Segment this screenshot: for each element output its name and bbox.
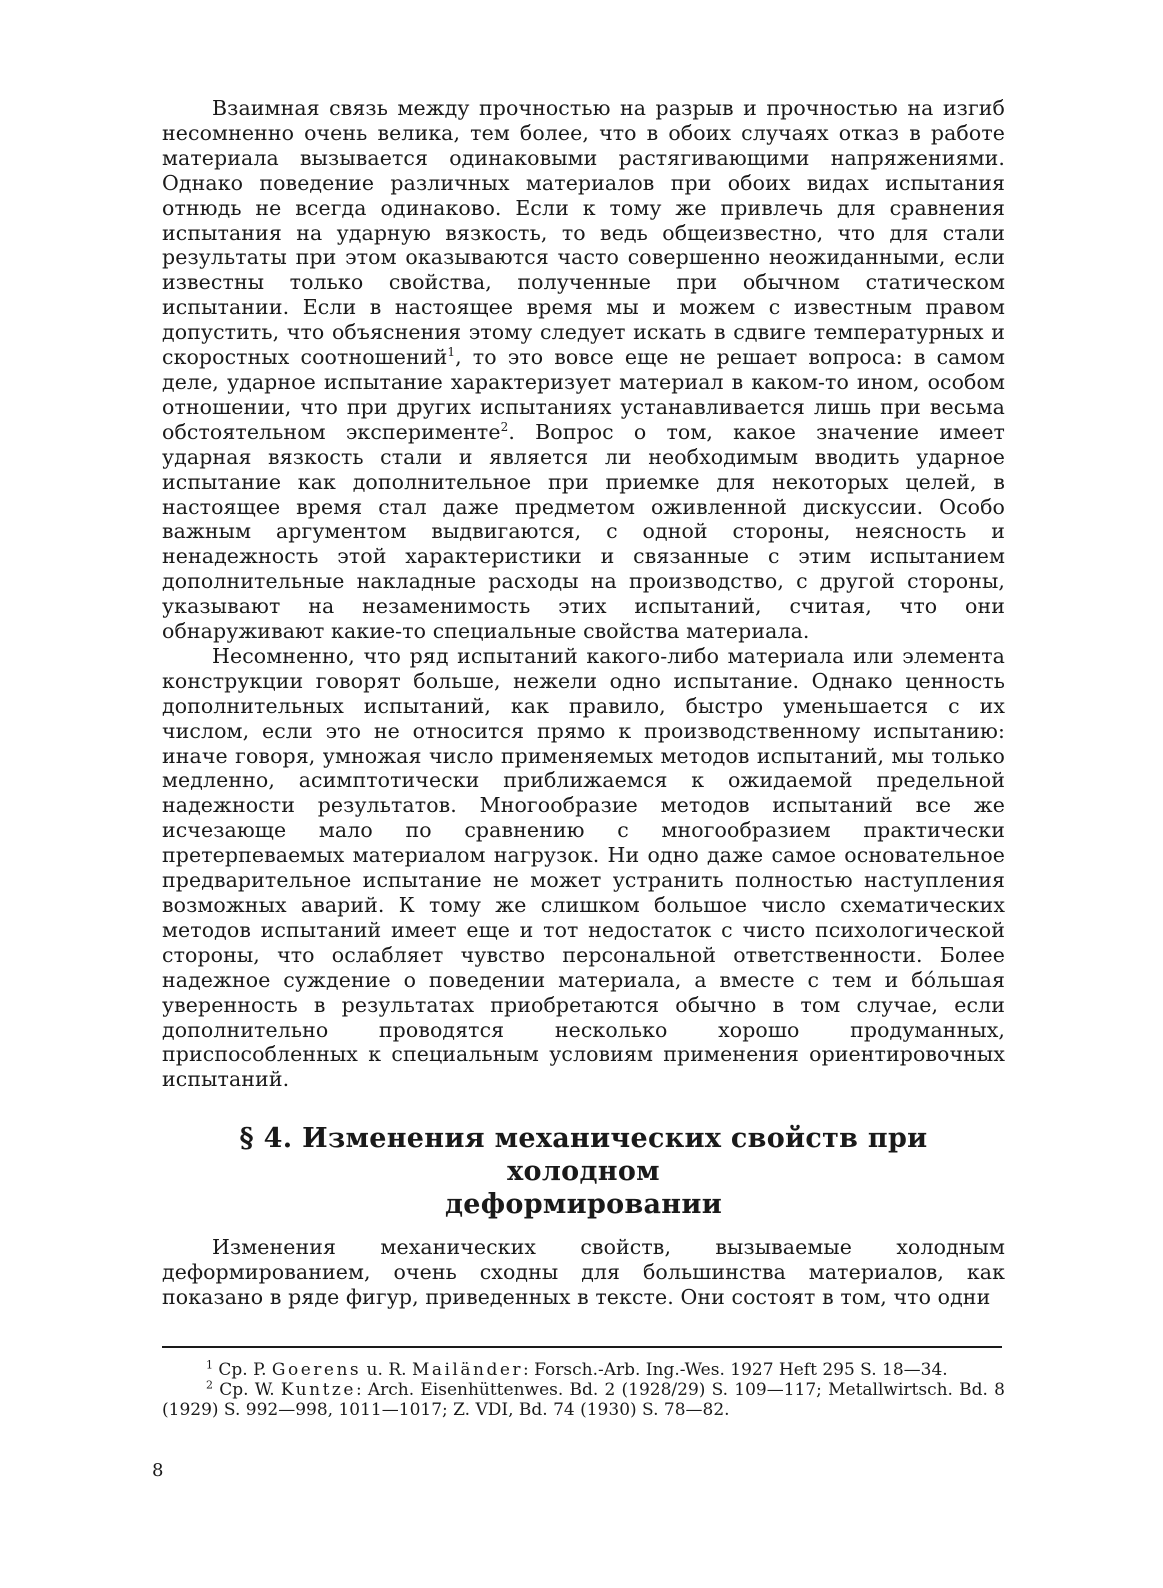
footnote-mark: 2	[206, 1378, 213, 1392]
footnote-text: Ср. W.	[219, 1379, 281, 1400]
footnote-ref-1: 1	[447, 345, 456, 360]
paragraph-cold-deformation: Изменения механических свойств, вызываемые холодным деформированием, очень сходны для большинства материалов, как показано в ряде фигур, приведенных в тексте. Они состоят в том, что одни	[162, 1235, 1005, 1310]
paragraph-text: Взаимная связь между прочностью на разрыв и прочностью на изгиб несомненно очень велика, тем более, что в обоих случаях отказ в работе материала вызывается одинаковыми растягивающими напряжениями. Однако поведение различных материалов при обоих видах испытания отнюдь не всегда одинаково. Если к тому же привлечь для сравнения испытания на ударную вязкость, то ведь общеизвестно, что для стали результаты при этом оказываются часто совершенно неожиданными, если известны только свойства, полученные при обычном статическом испытании. Если в настоящее время мы и можем с известным правом допустить, что объяснения этому следует искать в сдвиге температурных и скоростных соотношений	[162, 96, 1005, 370]
paragraph-text: . Вопрос о том, какое значение имеет ударная вязкость стали и является ли необходимым вводить ударное испытание как дополнительное при приемке для некоторых целей, в настоящее время стал даже предметом оживленной дискуссии. Особо важным аргументом выдвигаются, с одной стороны, неясность и ненадежность этой характеристики и связанные с этим испытанием дополнительные накладные расходы на производство, с другой стороны, указывают на незаменимость этих испытаний, считая, что они обнаруживают какие-то специальные свойства материала.	[162, 419, 1005, 644]
footnote-text: : Arch. Eisenhüttenwes. Bd. 2 (1928/29) S. 109—117; Metallwirtsch. Bd. 8 (1929) S. 992—998, 1011—1017; Z. VDI, Bd. 74 (1930) S. 78—82.	[162, 1379, 1005, 1420]
footnote-text: u. R.	[361, 1359, 412, 1380]
footnote-ref-2: 2	[500, 419, 509, 434]
footnote-divider	[162, 1346, 1002, 1348]
footnote-1	[162, 1360, 1005, 1380]
page-number: 8	[152, 1460, 164, 1481]
footnote-author: Goerens	[271, 1359, 362, 1380]
section-heading-line-2: деформировании	[444, 1189, 723, 1221]
footnote-text: : Forsch.-Arb. Ing.-Wes. 1927 Heft 295 S. 18—34.	[523, 1359, 948, 1380]
footnote-2	[162, 1380, 1005, 1420]
paragraph-strength-relation	[162, 96, 1005, 644]
section-heading	[162, 1122, 1005, 1221]
footnote-mark: 1	[206, 1358, 213, 1372]
footnote-author: Mailänder	[411, 1359, 524, 1380]
paragraph-text: , то это вовсе еще не решает вопроса: в самом деле, ударное испытание характеризует материал в каком-то ином, особом отношении, что при других испытаниях устанавливается лишь при весьма обстоятельном эксперименте	[162, 345, 1006, 444]
footnote-text: Ср. P.	[218, 1359, 272, 1380]
section-heading-line-1: § 4. Изменения механических свойств при холодном	[239, 1123, 928, 1188]
paragraph-additional-tests: Несомненно, что ряд испытаний какого-либо материала или элемента конструкции говорят больше, нежели одно испытание. Однако ценность дополнительных испытаний, как правило, быстро уменьшается с их числом, если это не относится прямо к производственному испытанию: иначе говоря, умножая число применяемых методов испытаний, мы только медленно, асимптотически приближаемся к ожидаемой предельной надежности результатов. Многообразие методов испытаний все же исчезающе мало по сравнению с многообразием практически претерпеваемых материалом нагрузок. Ни одно даже самое основательное предварительное испытание не может устранить полностью наступления возможных аварий. К тому же слишком большое число схематических методов испытаний имеет еще и тот недостаток с чисто психологической стороны, что ослабляет чувство персональной ответственности. Более надежное суждение о поведении материала, а вместе с тем и бо́льшая уверенность в результатах приобретаются обычно в том случае, если дополнительно проводятся несколько хорошо продуманных, приспособленных к специальным условиям применения ориентировочных испытаний.	[162, 643, 1005, 1092]
footnote-author: Kuntze	[280, 1379, 356, 1400]
